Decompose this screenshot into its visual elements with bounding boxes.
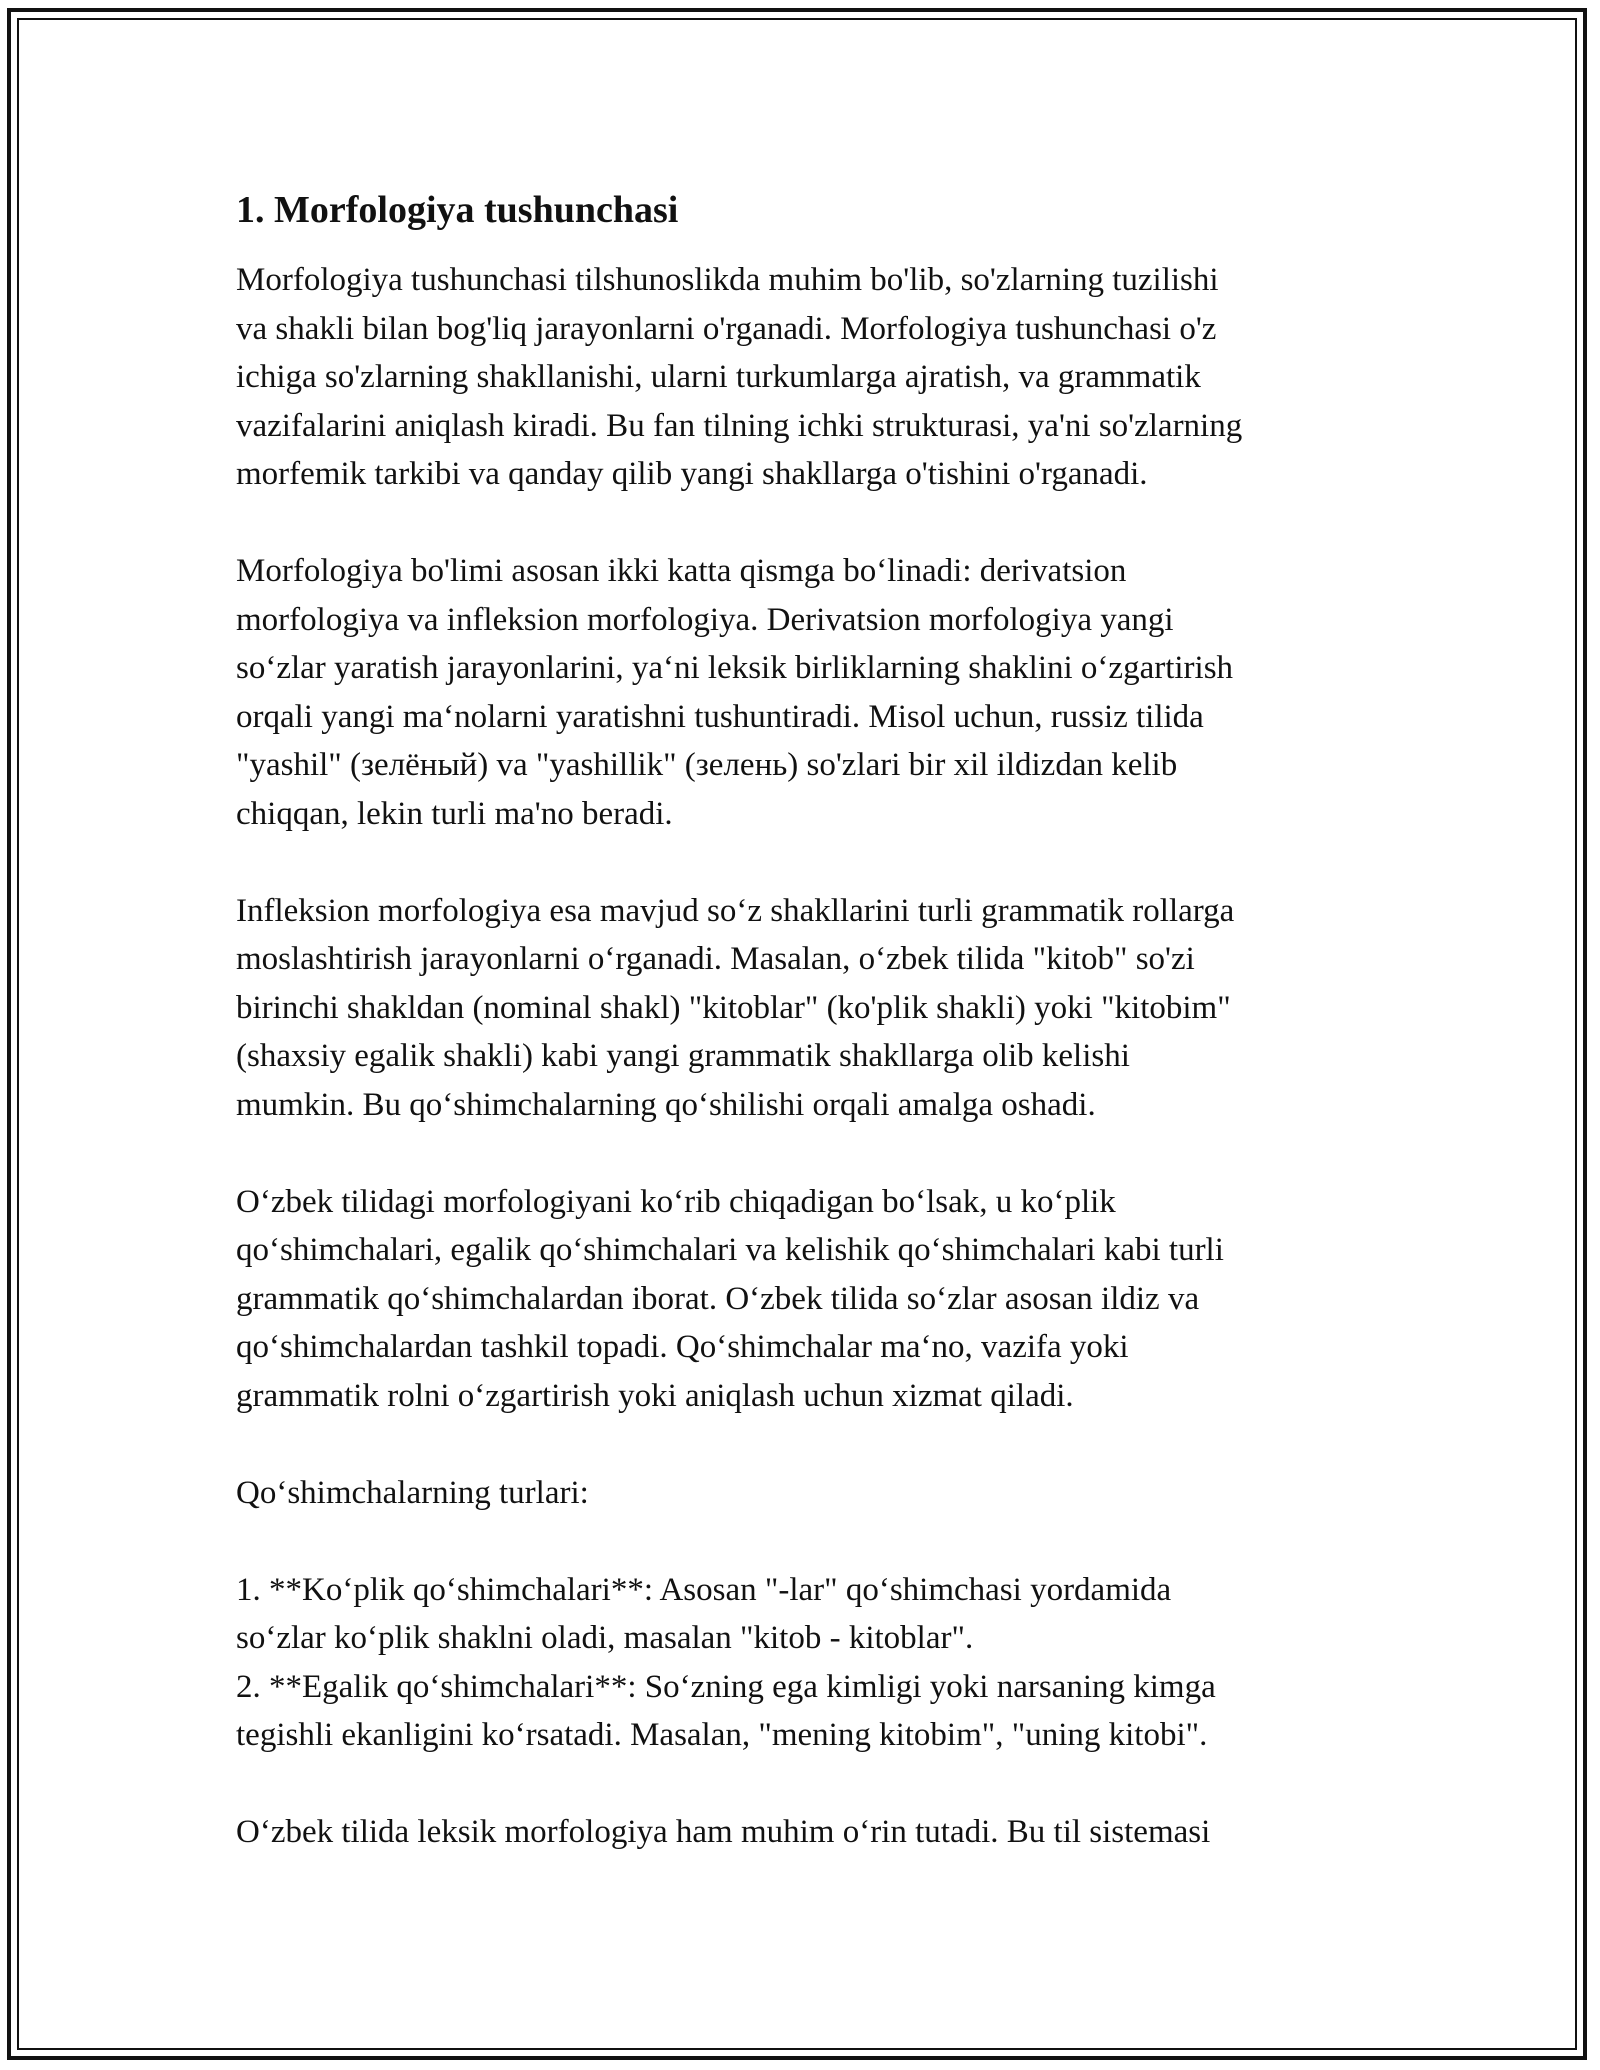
text-line: grammatik qo‘shimchalardan iborat. O‘zbek tilida so‘zlar asosan ildiz va: [236, 1280, 1200, 1317]
text-line: Morfologiya tushunchasi tilshunoslikda muhim bo'lib, so'zlarning tuzilishi: [236, 262, 1219, 298]
text-line: Infleksion morfologiya esa mavjud so‘z shakllarini turli grammatik rollarga: [236, 892, 1235, 929]
text-line: qo‘shimchalari, egalik qo‘shimchalari va kelishik qo‘shimchalari kabi turli: [236, 1232, 1224, 1268]
paragraph-derivational: [236, 547, 1366, 838]
text-line: grammatik rolni o‘zgartirish yoki aniqlash uchun xizmat qiladi.: [236, 1377, 1074, 1414]
paragraph-lexical-morphology: [236, 1808, 1366, 1857]
text-line: so‘zlar yaratish jarayonlarini, ya‘ni leksik birliklarning shaklini o‘zgartirish: [236, 650, 1234, 686]
paragraph-gap: [236, 499, 1366, 548]
paragraph-gap: [236, 1129, 1366, 1178]
paragraph-gap: [236, 1517, 1366, 1566]
paragraph-gap: [236, 1420, 1366, 1469]
text-line: chiqqan, lekin turli ma'no beradi.: [236, 795, 673, 832]
paragraph-gap: [236, 1760, 1366, 1809]
list-item-line: 2. **Egalik qo‘shimchalari**: So‘zning ega kimligi yoki narsaning kimga: [236, 1668, 1216, 1705]
text-line: O‘zbek tilidagi morfologiyani ko‘rib chiqadigan bo‘lsak, u ko‘plik: [236, 1183, 1116, 1220]
text-line: qo‘shimchalardan tashkil topadi. Qo‘shimchalar ma‘no, vazifa yoki: [236, 1329, 1129, 1365]
text-line: mumkin. Bu qo‘shimchalarning qo‘shilishi orqali amalga oshadi.: [236, 1086, 1096, 1123]
paragraph-uzbek-morphology: [236, 1178, 1366, 1421]
text-line: morfologiya va infleksion morfologiya. Derivatsion morfologiya yangi: [236, 601, 1174, 638]
text-line: orqali yangi ma‘nolarni yaratishni tushuntiradi. Misol uchun, russiz tilida: [236, 698, 1204, 735]
text-line: vazifalarini aniqlash kiradi. Bu fan tilning ichki strukturasi, ya'ni so'zlarning: [236, 407, 1243, 444]
list-item-line: 1. **Ko‘plik qo‘shimchalari**: Asosan "-lar" qo‘shimchasi yordamida: [236, 1571, 1172, 1608]
text-line: (shaxsiy egalik shakli) kabi yangi grammatik shakllarga olib kelishi: [236, 1038, 1130, 1074]
paragraph-suffix-types-heading: [236, 1469, 1366, 1518]
text-line: "yashil" (зелёный) va "yashillik" (зелень) so'zlari bir xil ildizdan kelib: [236, 747, 1178, 783]
text-line: birinchi shakldan (nominal shakl) "kitoblar" (ko'plik shakli) yoki "kitobim": [236, 989, 1231, 1026]
text-line: va shakli bilan bog'liq jarayonlarni o'rganadi. Morfologiya tushunchasi o'z: [236, 310, 1217, 347]
text-line: Morfologiya bo'limi asosan ikki katta qismga bo‘linadi: derivatsion: [236, 553, 1127, 589]
text-line: O‘zbek tilida leksik morfologiya ham muhim o‘rin tutadi. Bu til sistemasi: [236, 1814, 1211, 1850]
text-line: ichiga so'zlarning shakllanishi, ularni turkumlarga ajratish, va grammatik: [236, 359, 1201, 395]
text-line: moslashtirish jarayonlarni o‘rganadi. Masalan, o‘zbek tilida "kitob" so'zi: [236, 941, 1195, 977]
paragraph-gap: [236, 838, 1366, 887]
paragraph-inflectional: [236, 887, 1366, 1130]
document-body: [236, 186, 1366, 1857]
section-title: 1. Morfologiya tushunchasi: [236, 189, 679, 231]
text-line: morfemik tarkibi va qanday qilib yangi shakllarga o'tishini o'rganadi.: [236, 456, 1148, 492]
text-line: Qo‘shimchalarning turlari:: [236, 1474, 589, 1511]
list-item-line: tegishli ekanligini ko‘rsatadi. Masalan, "mening kitobim", "uning kitobi".: [236, 1717, 1208, 1753]
paragraph-morphology-concept: [236, 256, 1366, 499]
list-item-line: so‘zlar ko‘plik shaklni oladi, masalan "kitob - kitoblar".: [236, 1620, 974, 1656]
suffix-types-list: [236, 1566, 1366, 1760]
